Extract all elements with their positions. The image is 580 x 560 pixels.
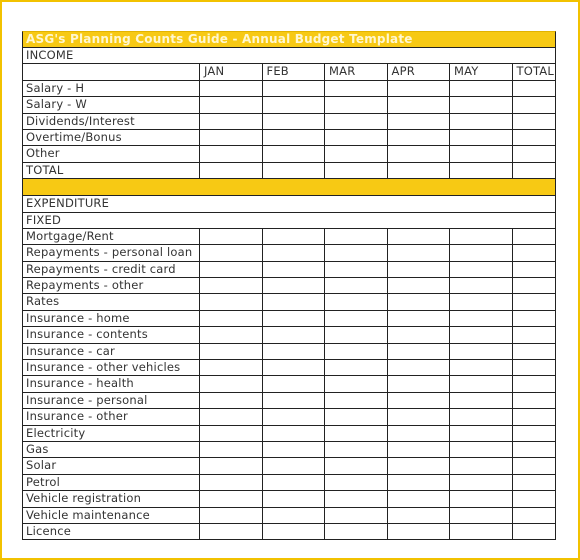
expense-row — [22, 262, 556, 278]
expense-value-cell[interactable] — [449, 393, 512, 408]
expense-value-cell[interactable] — [262, 278, 325, 293]
expense-value-cell[interactable] — [199, 376, 262, 391]
expense-value-cell[interactable] — [449, 442, 512, 457]
expense-row-label: Rates — [26, 294, 60, 309]
expense-value-cell[interactable] — [512, 311, 556, 326]
expense-value-cell[interactable] — [512, 458, 556, 473]
expense-value-cell[interactable] — [387, 311, 450, 326]
income-value-cell[interactable] — [324, 114, 387, 129]
income-row-label: Salary - W — [26, 97, 87, 112]
fixed-section-row — [22, 213, 556, 229]
expense-row — [22, 442, 556, 458]
expense-row — [22, 475, 556, 491]
income-value-cell[interactable] — [262, 81, 325, 96]
expense-row-label: Mortgage/Rent — [26, 228, 114, 243]
expense-value-cell[interactable] — [262, 327, 325, 342]
expense-value-cell[interactable] — [512, 442, 556, 457]
expense-value-cell[interactable] — [512, 475, 556, 490]
expense-value-cell[interactable] — [512, 245, 556, 260]
expense-value-cell[interactable] — [324, 442, 387, 457]
income-value-cell[interactable] — [387, 114, 450, 129]
expense-row-label: Solar — [26, 458, 57, 473]
income-value-cell[interactable] — [262, 114, 325, 129]
expense-value-cell[interactable] — [512, 524, 556, 539]
expense-value-cell[interactable] — [324, 393, 387, 408]
income-row — [22, 146, 556, 162]
income-value-cell[interactable] — [199, 97, 262, 112]
expense-value-cell[interactable] — [199, 524, 262, 539]
expense-row-label: Petrol — [26, 474, 61, 489]
expense-value-cell[interactable] — [324, 508, 387, 523]
expense-row — [22, 278, 556, 294]
expense-row-label: Vehicle maintenance — [26, 507, 150, 522]
income-row — [22, 130, 556, 146]
sheet-title: ASG's Planning Counts Guide - Annual Budget Template — [26, 32, 413, 46]
income-value-cell[interactable] — [449, 114, 512, 129]
income-value-cell[interactable] — [449, 163, 512, 178]
expense-value-cell[interactable] — [449, 278, 512, 293]
income-value-cell[interactable] — [387, 146, 450, 161]
month-header-may: MAY — [449, 64, 512, 79]
expense-row-label: Insurance - personal — [26, 392, 148, 407]
expense-value-cell[interactable] — [387, 458, 450, 473]
expense-value-cell[interactable] — [512, 262, 556, 277]
income-value-cell[interactable] — [512, 130, 556, 145]
expense-row-label: Insurance - health — [26, 376, 134, 391]
expense-value-cell[interactable] — [387, 409, 450, 424]
expense-value-cell[interactable] — [449, 376, 512, 391]
income-value-cell[interactable] — [387, 97, 450, 112]
expense-value-cell[interactable] — [262, 426, 325, 441]
income-row-label: Salary - H — [26, 80, 85, 95]
expense-row — [22, 458, 556, 474]
expense-row-label: Gas — [26, 441, 49, 456]
expense-value-cell[interactable] — [262, 508, 325, 523]
expense-value-cell[interactable] — [387, 278, 450, 293]
expense-value-cell[interactable] — [324, 409, 387, 424]
income-value-cell[interactable] — [387, 130, 450, 145]
expense-value-cell[interactable] — [449, 475, 512, 490]
expense-row — [22, 360, 556, 376]
expense-value-cell[interactable] — [324, 262, 387, 277]
income-value-cell[interactable] — [262, 146, 325, 161]
expense-value-cell[interactable] — [199, 327, 262, 342]
expense-value-cell[interactable] — [449, 294, 512, 309]
expense-value-cell[interactable] — [262, 311, 325, 326]
expense-value-cell[interactable] — [512, 409, 556, 424]
income-value-cell[interactable] — [512, 163, 556, 178]
expense-row-label: Insurance - car — [26, 343, 115, 358]
expense-value-cell[interactable] — [262, 262, 325, 277]
expense-value-cell[interactable] — [449, 327, 512, 342]
expense-row-label: Repayments - personal loan — [26, 245, 193, 260]
expense-row — [22, 311, 556, 327]
expense-row — [22, 491, 556, 507]
expense-value-cell[interactable] — [262, 409, 325, 424]
expense-row — [22, 409, 556, 425]
expense-rows — [22, 229, 556, 540]
expense-value-cell[interactable] — [387, 524, 450, 539]
expense-value-cell[interactable] — [262, 442, 325, 457]
expense-value-cell[interactable] — [324, 229, 387, 244]
expense-value-cell[interactable] — [199, 458, 262, 473]
income-value-cell[interactable] — [324, 81, 387, 96]
income-value-cell[interactable] — [199, 114, 262, 129]
expense-value-cell[interactable] — [512, 491, 556, 506]
expense-value-cell[interactable] — [512, 508, 556, 523]
expense-value-cell[interactable] — [199, 426, 262, 441]
income-row — [22, 97, 556, 113]
expense-value-cell[interactable] — [387, 376, 450, 391]
expense-value-cell[interactable] — [449, 229, 512, 244]
expense-row-label: Repayments - credit card — [26, 261, 176, 276]
section-divider-band — [22, 179, 556, 196]
expense-value-cell[interactable] — [449, 344, 512, 359]
expense-value-cell[interactable] — [324, 311, 387, 326]
income-value-cell[interactable] — [324, 146, 387, 161]
month-header-apr: APR — [387, 64, 450, 79]
expense-value-cell[interactable] — [387, 262, 450, 277]
title-bar — [22, 31, 556, 48]
expense-row — [22, 327, 556, 343]
expense-value-cell[interactable] — [262, 491, 325, 506]
income-row-label: Other — [26, 146, 60, 161]
expense-value-cell[interactable] — [512, 327, 556, 342]
fixed-header: FIXED — [26, 212, 62, 227]
expense-value-cell[interactable] — [324, 278, 387, 293]
expense-value-cell[interactable] — [199, 262, 262, 277]
expense-value-cell[interactable] — [387, 426, 450, 441]
expense-value-cell[interactable] — [449, 245, 512, 260]
expenditure-header: EXPENDITURE — [26, 196, 110, 211]
expense-value-cell[interactable] — [387, 393, 450, 408]
expense-value-cell[interactable] — [449, 262, 512, 277]
expense-row-label: Insurance - other vehicles — [26, 360, 181, 375]
expense-value-cell[interactable] — [387, 327, 450, 342]
expense-value-cell[interactable] — [199, 344, 262, 359]
income-row-label: Dividends/Interest — [26, 113, 135, 128]
expense-row — [22, 508, 556, 524]
expense-value-cell[interactable] — [199, 393, 262, 408]
expense-value-cell[interactable] — [324, 294, 387, 309]
expense-value-cell[interactable] — [199, 475, 262, 490]
income-row — [22, 163, 556, 179]
expense-value-cell[interactable] — [199, 508, 262, 523]
expense-row-label: Insurance - home — [26, 310, 130, 325]
expense-value-cell[interactable] — [449, 311, 512, 326]
expense-value-cell[interactable] — [262, 376, 325, 391]
income-value-cell[interactable] — [262, 97, 325, 112]
expense-value-cell[interactable] — [324, 426, 387, 441]
expense-value-cell[interactable] — [387, 245, 450, 260]
income-row — [22, 81, 556, 97]
expense-value-cell[interactable] — [199, 360, 262, 375]
expense-value-cell[interactable] — [199, 442, 262, 457]
income-section-row — [22, 48, 556, 64]
month-header-row — [22, 64, 556, 80]
expense-row — [22, 376, 556, 392]
expense-row-label: Electricity — [26, 425, 86, 440]
expense-value-cell[interactable] — [199, 245, 262, 260]
expense-value-cell[interactable] — [324, 491, 387, 506]
expense-row — [22, 524, 556, 540]
expense-value-cell[interactable] — [512, 360, 556, 375]
income-row-label: TOTAL — [26, 162, 64, 177]
income-value-cell[interactable] — [512, 114, 556, 129]
expense-value-cell[interactable] — [199, 409, 262, 424]
income-value-cell[interactable] — [262, 163, 325, 178]
income-value-cell[interactable] — [512, 146, 556, 161]
expense-value-cell[interactable] — [512, 393, 556, 408]
expense-value-cell[interactable] — [449, 409, 512, 424]
expense-row-label: Insurance - other — [26, 409, 128, 424]
expense-value-cell[interactable] — [512, 294, 556, 309]
expense-row — [22, 426, 556, 442]
month-header-blank — [23, 64, 199, 79]
expense-row-label: Insurance - contents — [26, 327, 148, 342]
expense-value-cell[interactable] — [199, 278, 262, 293]
expense-value-cell[interactable] — [324, 245, 387, 260]
expense-value-cell[interactable] — [512, 426, 556, 441]
expense-value-cell[interactable] — [324, 360, 387, 375]
expense-value-cell[interactable] — [199, 311, 262, 326]
expense-value-cell[interactable] — [387, 475, 450, 490]
income-value-cell[interactable] — [387, 81, 450, 96]
expense-value-cell[interactable] — [324, 458, 387, 473]
income-value-cell[interactable] — [512, 97, 556, 112]
income-value-cell[interactable] — [324, 97, 387, 112]
expense-value-cell[interactable] — [262, 524, 325, 539]
expense-value-cell[interactable] — [262, 458, 325, 473]
expense-value-cell[interactable] — [449, 491, 512, 506]
expense-value-cell[interactable] — [324, 376, 387, 391]
expense-value-cell[interactable] — [387, 360, 450, 375]
expense-value-cell[interactable] — [387, 491, 450, 506]
income-value-cell[interactable] — [449, 81, 512, 96]
expense-value-cell[interactable] — [262, 393, 325, 408]
expense-value-cell[interactable] — [262, 245, 325, 260]
expense-value-cell[interactable] — [449, 426, 512, 441]
income-value-cell[interactable] — [199, 146, 262, 161]
expense-value-cell[interactable] — [199, 491, 262, 506]
expense-value-cell[interactable] — [262, 294, 325, 309]
income-value-cell[interactable] — [449, 146, 512, 161]
income-value-cell[interactable] — [262, 130, 325, 145]
expense-value-cell[interactable] — [262, 360, 325, 375]
expense-row — [22, 294, 556, 310]
income-row-label: Overtime/Bonus — [26, 129, 122, 144]
expense-value-cell[interactable] — [512, 229, 556, 244]
income-value-cell[interactable] — [199, 163, 262, 178]
expense-value-cell[interactable] — [387, 229, 450, 244]
expense-value-cell[interactable] — [262, 475, 325, 490]
expense-value-cell[interactable] — [512, 278, 556, 293]
income-value-cell[interactable] — [449, 130, 512, 145]
expense-value-cell[interactable] — [512, 376, 556, 391]
expense-value-cell[interactable] — [199, 229, 262, 244]
expense-value-cell[interactable] — [387, 344, 450, 359]
expense-row-label: Repayments - other — [26, 278, 144, 293]
expense-value-cell[interactable] — [387, 442, 450, 457]
month-header-total: TOTAL — [512, 64, 556, 79]
expense-value-cell[interactable] — [324, 344, 387, 359]
income-value-cell[interactable] — [199, 81, 262, 96]
expense-value-cell[interactable] — [387, 508, 450, 523]
income-value-cell[interactable] — [324, 130, 387, 145]
month-header-feb: FEB — [262, 64, 325, 79]
expense-row — [22, 229, 556, 245]
month-header-mar: MAR — [324, 64, 387, 79]
income-value-cell[interactable] — [324, 163, 387, 178]
income-value-cell[interactable] — [199, 130, 262, 145]
expense-value-cell[interactable] — [324, 475, 387, 490]
income-header: INCOME — [26, 48, 74, 62]
expenditure-section-row — [22, 196, 556, 212]
expense-value-cell[interactable] — [387, 294, 450, 309]
expense-value-cell[interactable] — [512, 344, 556, 359]
expense-row — [22, 393, 556, 409]
income-row — [22, 114, 556, 130]
budget-sheet — [22, 31, 556, 540]
income-value-cell[interactable] — [387, 163, 450, 178]
expense-value-cell[interactable] — [262, 229, 325, 244]
expense-value-cell[interactable] — [449, 360, 512, 375]
expense-row-label: Vehicle registration — [26, 491, 142, 506]
expense-value-cell[interactable] — [199, 294, 262, 309]
expense-value-cell[interactable] — [262, 344, 325, 359]
month-header-jan: JAN — [199, 64, 262, 79]
income-value-cell[interactable] — [512, 81, 556, 96]
expense-value-cell[interactable] — [324, 524, 387, 539]
income-rows — [22, 81, 556, 179]
expense-row-label: Licence — [26, 523, 72, 538]
expense-value-cell[interactable] — [324, 327, 387, 342]
expense-row — [22, 245, 556, 261]
expense-value-cell[interactable] — [449, 458, 512, 473]
expense-value-cell[interactable] — [449, 524, 512, 539]
expense-value-cell[interactable] — [449, 508, 512, 523]
income-value-cell[interactable] — [449, 97, 512, 112]
expense-row — [22, 344, 556, 360]
